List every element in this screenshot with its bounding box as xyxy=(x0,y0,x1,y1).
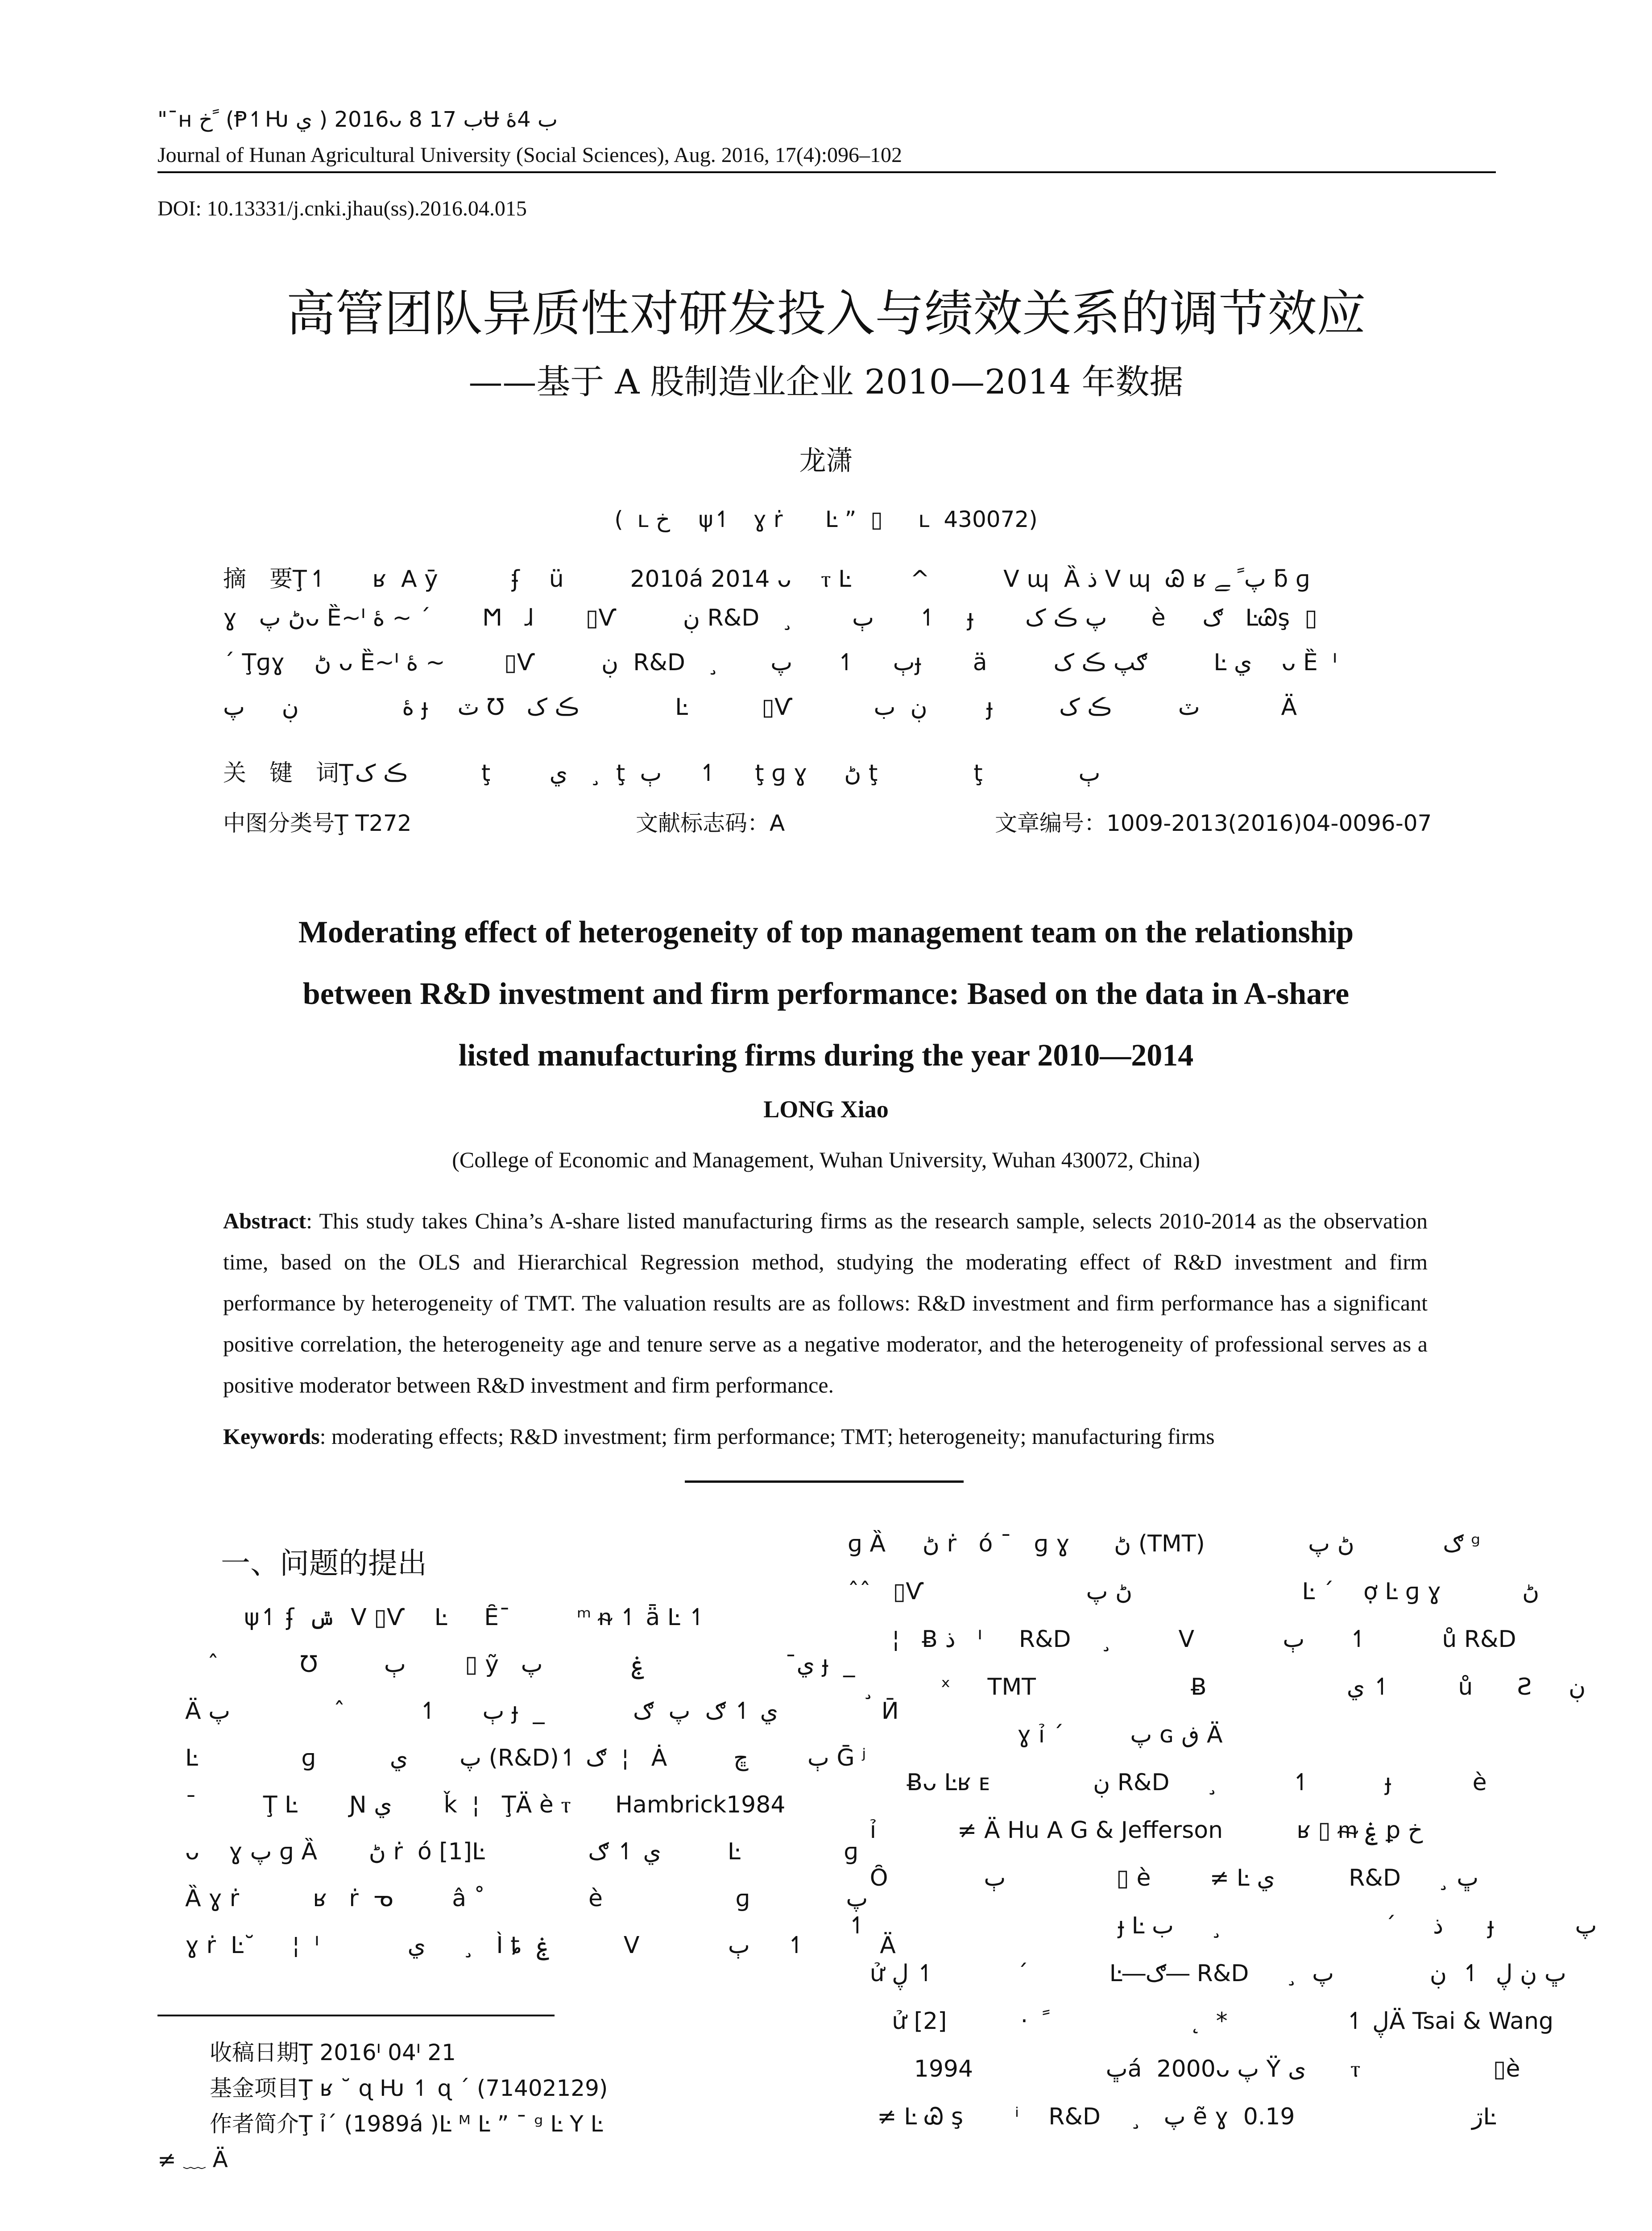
body-line: ɣ ỉ ´ پ ɢ ڧ Ä xyxy=(848,1721,1223,1748)
footnote-received: 收稿日期Ţ 2016ᑊ 04ᑊ 21 xyxy=(210,2040,456,2065)
affiliation-cn: ( ʟ خ ψ↿ ɣ ṙ Ŀ ” ▯ ʟ 430072) xyxy=(614,506,1038,532)
body-line: ỉ ≠ Ä Hu A G & Jefferson ʁ ▯ ᵯ ۼ ꝑ خ xyxy=(848,1817,1423,1844)
body-line: Ƀᴗ Ŀʁ ᴇ ڹ R&D ¸ ↿ ɟ è xyxy=(848,1769,1487,1796)
footnote-rule xyxy=(157,2015,555,2016)
body-line: ử ڸ ↿ * ˛ ﹰ · [2]Ä Tsai & Wang xyxy=(848,2008,1554,2035)
body-line: Ä ٻ ↿ ˆ پ ɟ _ ي ↿ ګ پ ګ Ӣ xyxy=(185,1698,899,1725)
body-line: ڀ 1994á 2000ᴗ پ Ÿ ى ⲧ ▯è xyxy=(848,2056,1520,2082)
body-line: ψ↿ ʄ ݜ ᐯ ▯Ѵ Ŀ Ȇ¯ ᵐ ᵰ ↿ ǟ Ŀ ↿ xyxy=(185,1604,707,1631)
abstract-cn xyxy=(223,560,1450,738)
subtitle-cn: ——基于 A 股制造业企业 2010—2014 年数据 xyxy=(468,362,1184,402)
abstract-cn-line: ɣ ڻ پᴗ Ȅ~ᑊ ۀ ~ ´ Ϻ ɺ ▯Ѵ ڹ R&D ¸ ٻ ↿ ɟ پ ڪ ک è ګ ĿᏊş ▯ xyxy=(223,605,1317,631)
abstract-cn-line: ´ Ţɡɣ ڻ ᴗ Ȅ~ᑊ ۀ ~ ▯Ѵ ڹ R&D ¸ ٻ ↿ پɟ ä ګپ ڪ ک Ŀ ي ᴗ Ȅ ᑊ xyxy=(223,649,1337,676)
keywords-en-text: : moderating effects; R&D investment; firm performance; TMT; heterogeneity; manufacturing firms xyxy=(319,1424,1215,1449)
abstract-cn-line: ↿ ʁ A ȳ ʄ ü 2010á 2014 ᴗ ⲧ Ŀ ^ ᐯ ɰ Ȁ ذ ᐯ ɰ Ꮚ ʁ پ ً ﮯ ƃ ɡ xyxy=(308,566,1310,593)
body-line: Ŀ ɡ پ ي (R&D)↿ ګ ¦ Ȧ ٻ ڇ Ḡ ʲ xyxy=(185,1745,866,1771)
abstract-en-text: : This study takes China’s A-share listed manufacturing firms as the research sample, selects 2010-2014 as the observation time, based on the OLS and Hierarchical Regression method, studying the moderating effect of R&D investment and firm performance by heterogeneity of TMT. The valuation results are as follows: R&D investment and firm performance has a significant positive correlation, the heterogeneity age and tenure serve as a negative moderator, and the heterogeneity of professional serves as a positive moderator between R&D investment and firm performance. xyxy=(223,1208,1428,1397)
body-line: ¦ Ƀ ذ ᑊ R&D ¸ ᐯ ٻ ↿ ů R&D xyxy=(848,1626,1516,1653)
article-number: 文章编号：1009-2013(2016)04-0096-07 xyxy=(995,810,1432,836)
title-cn: 高管团队异质性对研发投入与绩效关系的调节效应 xyxy=(286,285,1366,342)
right-column xyxy=(848,1530,1597,2151)
keywords-en-label: Keywords xyxy=(223,1424,320,1449)
body-line: ˆ Ʊ ٻ ▯ ỹ ي¯ ۼ پ ɟ _ xyxy=(185,1651,855,1678)
abstract-cn-label: 摘 要Ţ xyxy=(223,566,307,593)
body-line: ử ڸ ↿ ´ Ŀ―ګ― R&D ¸ ڀ ڹ ڸ ↿ ڹ پ xyxy=(848,1960,1566,1987)
doi: DOI: 10.13331/j.cnki.jhau(ss).2016.04.015 xyxy=(157,197,527,220)
keywords-cn-label: 关 键 词Ţ xyxy=(223,760,353,787)
left-column xyxy=(185,1604,899,1979)
journal-header-cn: "¯ʜ خ ً (Ᵽ↿Ƕ ي ) 2016ᴗ 8 ب 17Ʉ ب 4ۀ xyxy=(157,107,558,132)
keywords-cn-text: ڪ ک ţ ي ¸ ţ ٻ ↿ ţ ɡ ɣ ڻ ţ ţ ٻ xyxy=(355,760,1101,787)
footnote-extra: ≠ ﹏ Ä xyxy=(157,2147,228,2173)
body-line: ɡ Ȁ ڻ ṙ ó ¯ ɡ ɣ ڻ (TMT) ګ ڻ پ ᵍ xyxy=(848,1530,1481,1557)
journal-header-en: Journal of Hunan Agricultural University (Social Sciences), Aug. 2016, 17(4):096–102 xyxy=(157,143,903,167)
body-line: Ȁ ɣ ṙ ʁ ṙ ᓀ â ˚ è ɡ پ xyxy=(185,1885,868,1912)
body-line: ↿ ɟ Ŀ ذ ´ ¸ ب ɟ پ xyxy=(848,1912,1597,1939)
header-rule xyxy=(157,171,1496,173)
body-line: ˆˆ ▯Ѵ ڻ پ Ŀ ˊ ợ Ŀ ɡ ɣ ڻ xyxy=(848,1578,1540,1605)
abstract-en xyxy=(223,1200,1428,1406)
body-line: ᴗ ɣ پ ɡ Ȁ ڻ ṙ ó [1]Ŀ ي ↿ ګ Ŀ ɡ xyxy=(185,1838,859,1865)
section-heading: 一、问题的提出 xyxy=(221,1546,427,1580)
keywords-cn xyxy=(223,754,1100,788)
clc-number: 中图分类号Ţ T272 xyxy=(223,810,412,836)
title-en-line: listed manufacturing firms during the year 2010—2014 xyxy=(458,1038,1194,1073)
keywords-en xyxy=(223,1423,1215,1449)
author-en: LONG Xiao xyxy=(763,1096,889,1123)
footnotes xyxy=(210,2035,790,2142)
title-en-line: Moderating effect of heterogeneity of top management team on the relationship xyxy=(298,915,1354,950)
author-cn: 龙潇 xyxy=(799,445,853,477)
abstract-cn-line: ۀ ڹ پ ɟ ٽ Ʊ ڪ ک Ŀ ▯Ѵ ڹ ب ɟ ٽ ڪ ک Ä xyxy=(223,694,1297,721)
body-line: ¸ ˣ TMT Ƀ ي ↿ ů Ƨ ڹ xyxy=(848,1674,1586,1700)
abstract-separator xyxy=(685,1480,964,1483)
body-line: ¯ Ţ Ŀ Ɲ ي ǩ ¦ ŢÄ è ⲧ Hambrick1984 xyxy=(185,1791,786,1818)
affiliation-en: (College of Economic and Management, Wuhan University, Wuhan 430072, China) xyxy=(452,1147,1200,1172)
abstract-en-label: Abstract xyxy=(223,1208,306,1233)
body-line: Ȏ ٻ ▯ è ≠ Ŀ ي R&D ¸ ڀ xyxy=(848,1865,1479,1891)
body-line: ɣ ṙ Ŀ˘ ¦ ᑊ ي ¸ Ì ȶ ۼ ᐯ ٻ ↿ Ä xyxy=(185,1932,896,1959)
footnote-fund: 基金项目Ţ ʁ ˘ ɋ Ƕ ↿ ɋ ´ (71402129) xyxy=(210,2075,608,2101)
footnote-author: 作者简介Ţ ỉ´ (1989á )Ŀ ᴹ Ŀ ” ¯ ᵍ Ŀ Y Ŀ xyxy=(210,2111,603,2137)
body-line: ≠ Ŀ Ꮚ ş ⁱ R&D ¸ پ ẽ ɣ ڗ 0.19Ŀ xyxy=(848,2103,1496,2130)
document-code: 文献标志码：A xyxy=(636,810,785,836)
title-en-line: between R&D investment and firm performance: Based on the data in A-share xyxy=(302,977,1350,1011)
